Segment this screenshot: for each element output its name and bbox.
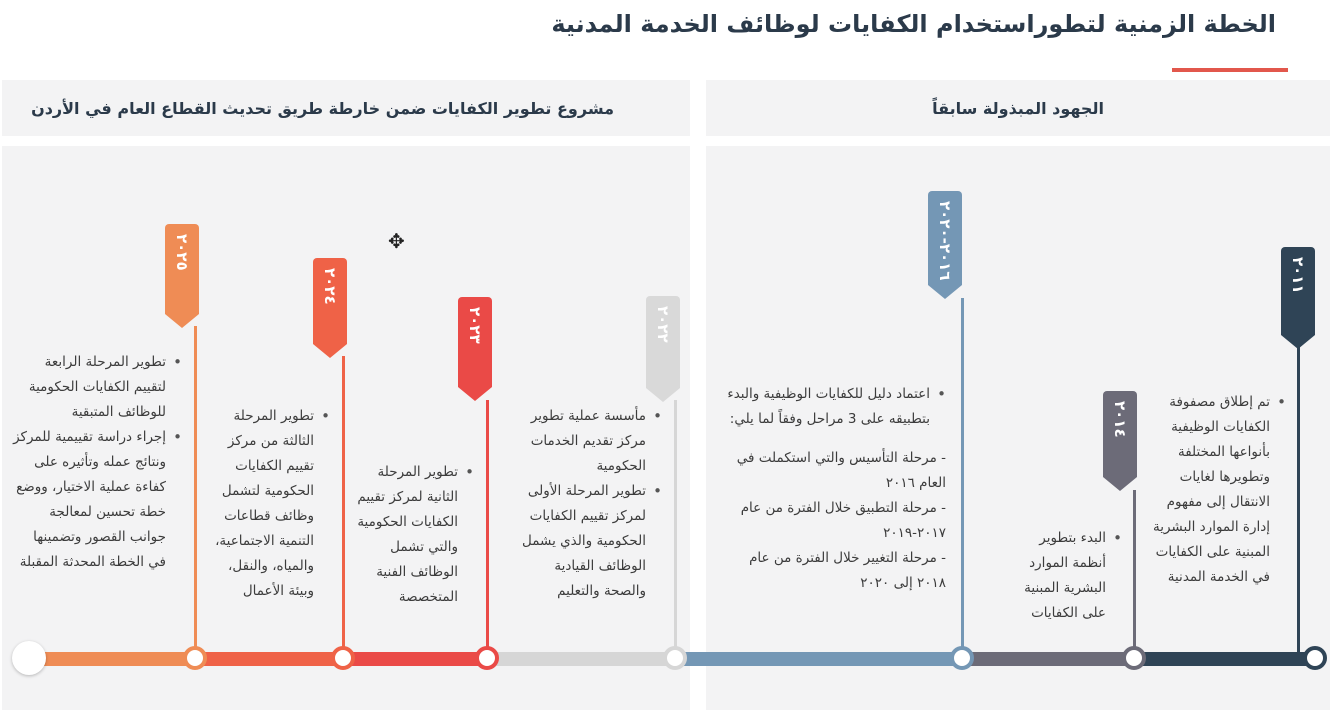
move-cursor-icon: ✥ [388,229,405,253]
title-underline [1172,68,1288,72]
year-flag-2024 [313,258,347,344]
milestone-bullet: • تطوير المرحلة الثالثة من مركز تقييم الكفايات الحكومية لتشمل وظائف قطاعات التنمية الاجتماعية، والمياه، والنقل، وبيئة الأعمال [206,404,314,604]
timeline-stem-2022 [674,400,677,658]
milestone-text-2023 [354,460,474,610]
year-label: ٢٠٢٤ [321,268,339,305]
year-label: ٢٠١٤ [1111,401,1129,438]
milestone-bullet: • تطوير المرحلة الرابعة لتقييم الكفايات الحكومية للوظائف المتبقية [12,350,166,425]
year-flag-2022 [646,296,680,388]
timeline-dot-2023 [475,646,499,670]
timeline-stem-2023 [486,400,489,658]
milestone-bullet: • تم إطلاق مصفوفة الكفايات الوظيفية بأنواعها المختلفة وتطويرها لغايات الانتقال إلى مفهوم إدارة الموارد البشرية المبنية على الكفايات في الخدمة المدنية [1150,390,1270,590]
timeline-segment-2025 [30,652,195,666]
timeline-segment-2024 [195,652,343,666]
timeline-stem-2024 [342,356,345,658]
timeline-start-dot [12,641,46,675]
year-flag-2011 [1281,247,1315,335]
timeline-segment-2011 [1134,652,1315,666]
timeline-segment-2023 [343,652,487,666]
year-flag-2025 [165,224,199,314]
milestone-text-2011 [1150,390,1286,590]
section-header-label: مشروع تطوير الكفايات ضمن خارطة طريق تحديث القطاع العام في الأردن [31,98,614,118]
timeline-segment-2022 [487,652,675,666]
section-header-previous-efforts [706,80,1330,136]
milestone-bullet: • تطوير المرحلة الثانية لمركز تقييم الكفايات الحكومية والتي تشمل الوظائف الفنية المتخصصة [354,460,458,610]
section-header-label: الجهود المبذولة سابقاً [932,98,1104,118]
milestone-bullet: • تطوير المرحلة الأولى لمركز تقييم الكفايات الحكومية والذي يشمل الوظائف القيادية والصحة والتعليم [512,479,646,604]
milestone-text-2025 [12,350,182,575]
timeline-segment-2016-2020 [675,652,962,666]
year-flag-2016-2020 [928,191,962,285]
phase-item: - مرحلة التطبيق خلال الفترة من عام ٢٠١٧-٢٠١٩ [740,500,946,541]
phase-item: - مرحلة التغيير خلال الفترة من عام ٢٠١٨ إلى ٢٠٢٠ [749,550,946,591]
phase-list [724,446,946,596]
milestone-text-2016-2020 [724,382,946,596]
year-label: ٢٠١١ [1289,257,1307,294]
milestone-text-2014 [1012,526,1122,626]
timeline-stem-2025 [194,326,197,658]
timeline-dot-2022 [663,646,687,670]
year-label: ٢٠١٦-٢٠٢٠ [936,201,954,281]
page-title: الخطة الزمنية لتطوراستخدام الكفايات لوظائف الخدمة المدنية [551,10,1276,38]
timeline-dot-2011 [1303,646,1327,670]
milestone-bullet: • البدء بتطوير أنظمة الموارد البشرية المبنية على الكفايات [1012,526,1106,626]
timeline-stem-2014 [1133,490,1136,658]
year-flag-2023 [458,297,492,387]
year-flag-2014 [1103,391,1137,477]
timeline-segment-2014 [962,652,1134,666]
milestone-bullet: • إجراء دراسة تقييمية للمركز ونتائج عمله وتأثيره على كفاءة عملية الاختيار، ووضع خطة تحسين لمعالجة جوانب القصور وتضمينها في الخطة المحدثة المقبلة [12,425,166,575]
section-header-project [2,80,690,136]
year-label: ٢٠٢٢ [654,306,672,343]
timeline-dot-2016-2020 [950,646,974,670]
timeline-stem-2011 [1297,322,1300,658]
year-label: ٢٠٢٥ [173,234,191,271]
phase-item: - مرحلة التأسيس والتي استكملت في العام ٢٠١٦ [736,450,946,491]
timeline-dot-2024 [331,646,355,670]
milestone-text-2024 [206,404,330,604]
timeline-stem-2016-2020 [961,298,964,658]
milestone-bullet: • اعتماد دليل للكفايات الوظيفية والبدء بتطبيقه على 3 مراحل وفقاً لما يلي: [724,382,930,432]
timeline-dot-2014 [1122,646,1146,670]
year-label: ٢٠٢٣ [466,307,484,344]
milestone-text-2022 [512,404,662,604]
timeline-dot-2025 [183,646,207,670]
milestone-bullet: • مأسسة عملية تطوير مركز تقديم الخدمات الحكومية [512,404,646,479]
